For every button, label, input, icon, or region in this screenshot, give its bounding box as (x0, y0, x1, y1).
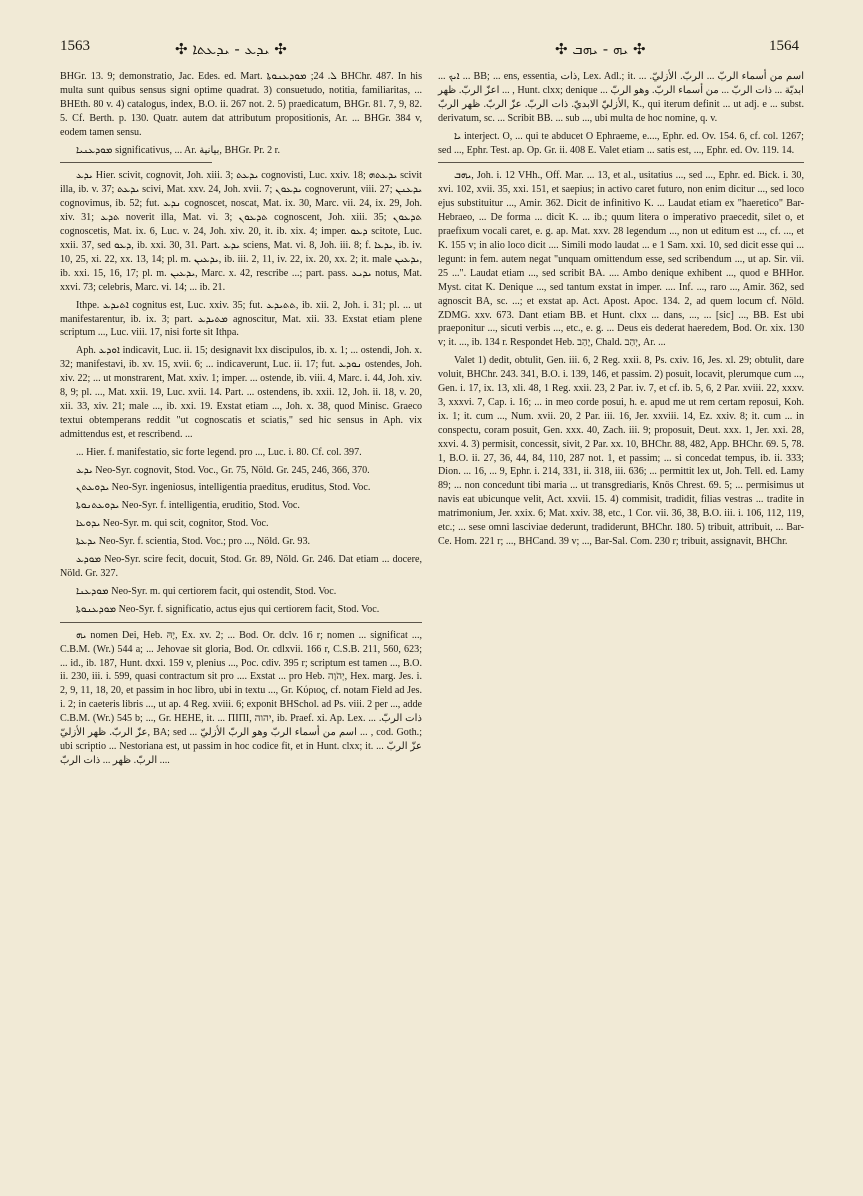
entry-paragraph: ܝܕܘܥܬܢ Neo-Syr. ingeniosus, intelligentia praeditus, eruditus, Stod. Voc. (76, 482, 371, 494)
entry-paragraph: ... Hier. f. manifestatio, sic forte legend. pro ..., Luc. i. 80. Cf. col. 397. (76, 446, 362, 458)
entry-paragraph: ܡܘܕܥܢܝܐ significativus, ... Ar. بيانية, BHGr. Pr. 2 r. (76, 144, 280, 156)
entry-paragraph: ... ܐܝܟ ... BB; ... ens, essentia, ذات, Lex. Adl.; it. ... اسم من أسماء الربّ ... الربّ. الأزليّ. اعزّ الربّ. ظهر ... , Hunt. clxx; denique ... ابديّة ... ذات الربّ ... من أسماء الربّ. وهو الربّ الأزليّ الابديّ. ذات الربّ. عزّ الربّ. ظهر الربّ, K., qui iterum definit ... ut adj. e ... subst. derivatum, sc. ... Scribit BB. ... sub ..., ubi multa de hoc nomine, q. v. (438, 71, 804, 124)
divider (60, 162, 212, 163)
left-page-number: 1563 (60, 38, 90, 54)
right-column (438, 70, 804, 553)
entry-paragraph: ܝܗ nomen Dei, Heb. יָהּ, Ex. xv. 2; ... Bod. Or. dclv. 16 r; nomen ... significat ..., C.B.M. (Wr.) 544 a; ... Jehovae sit gloria, Bod. Or. cdlxvii. 166 r, C.S.B. 211, 560, 623; ... id., ib. 187, Hunt. dxxi. 159 v, plenius ..., Poc. cdiv. 395 r; scriptum est tamen ..., B.O. ii. 230, iii. i. 599, quasi contractum sit pro .... Exstat ... pro Heb. יְהֹוָה, Hex. marg. Jes. i. 2, 9, 11, 18, 20, et passim in hoc libro, ubi in textu ..., Gr. Κύριος, cf. notam Field ad Jes. i. 2; in caeteris libris ..., ut ap. 4 Reg. xviii. 6; exponit BHSchol. ad Ps. viii. 2 per ..., adde C.B.M. (Wr.) 545 b; ..., Gr. ΗΕΗΕ, it. ... ΠΙΠΙ, יהוה, ib. Praef. xi. Ap. Lex. ... ذات الربّ. عزّ الربّ. ظهر الأزليّ, BA; sed ... اسم من أسماء الربّ وهو الربّ الأزليّ ... , cod. Goth.; ubi scriptio ... Nestoriana est, ut passim in hoc codice fit, et in Hunt. clxx; it. ... عزّ الربّ ... الربّ. ظهر ... ذات الربّ. (60, 629, 422, 766)
entry-paragraph: ܡܘܕܥܢܐ Neo-Syr. m. qui certiorem facit, qui ostendit, Stod. Voc. (76, 585, 337, 597)
entry-paragraph: Valet 1) dedit, obtulit, Gen. iii. 6, 2 Reg. xxii. 8, Ps. cxiv. 16, Jes. xl. 29; obtulit, dare voluit, BHChr. 243. 341, B.O. i. 139, 146, et passim. 2) posuit, locavit, plerumque cum ..., Gen. i. 17, ix. 13, xli. 48, 1 Reg. xxii. 23, 2 Par. iv. 7, et cf. ib. 5, 6, 2 Par. xviii. 22, xxxv. 3, xxxvi. 7, Cap. i. 16; ... in meo corde posui, h. e. apud me ut rem certam reposui, Koh. ix. 1; it. cum ..., Num. xvii. 20, 2 Par. iii. 16, Jer. xxviii. 14, Ez. xxiv. 8; it. cum ... in conspectu, coram posuit, Gen. xxx. 40, Zach. iii. 9; proposuit, Deut. xxx. 1, Jer. xxi. 28, xxvi. 4. 3) permisit, concessit, sivit, 2 Par. xx. 10, BHChr. 88, 482, App. BHChr. 69. 5, 78. 1, B.O. ii. 27, 36, 44, 84, 110, 287 not. 1, et passim; ... si concedat tempus, ib. ii. 333; Dion. ... 16, ... 9, Ephr. i. 214, 331, ii. 318, iii. 636; ... permittit lex ut, Joh. Tell. ed. Lamy 89; ... non concedunt tibi maria ... ut transgrediaris, Knös Chrest. 69. 5; ... permisimus ut navis eat ubicunque velit, Act. xxvii. 15. 4) commisit, tradidit, filias vestras ... tradite in matrimonium, Jer. xxix. 6; Mat. xxiv. 38, etc., 1 Cor. vii. 36, 38, B.O. iii. i. 106, 112, 119, etc.; ... sese omni lasciviae dederunt, tradiderunt, BHChr. 180. 5) tribuit, attribuit, ... Bar-Ce. Hom. 221 r; ..., BHCand. 39 v; ..., Bar-Sal. Com. 230 r; tribuit, assignavit, BHChr. (438, 355, 804, 547)
divider (438, 162, 804, 163)
entry-paragraph: ܝܕܥܬܐ Neo-Syr. f. scientia, Stod. Voc.; pro ..., Nöld. Gr. 93. (76, 536, 311, 548)
entry-paragraph: ܝܗܒ, Joh. i. 12 VHh., Off. Mar. ... 13, et al., usitatius ..., sed ..., Ephr. ed. Bick. i. 30, xvi. 102, xvii. 35, xxi. 151, et saepius; in activo caret futuro, non enim dicitur ..., sed loco ejus substituitur ..., Amir. 362. Dicit de infinitivo K. ... Laudat etiam ex "haeretico" Bar-Hebraeo, ... De forma ... dicit K. ... ib.; quum litera o imperativo praecedit, silet o, et praefixum vocali caret, e. g. ap. Mat. xxv. 28 legendum ..., non ut editum est ..., cf. ..., et K. 155 v; in alio loco dicit .... Simili modo laudat ... e 1 Sam. xxi. 10, sed dicit esse qui ... legunt: in fem. autem negat "unquam omittendum esse, sed scribendum ..., ut ap. Sir. vii. 25 ...". Laudat etiam ..., sed scribit BA. .... Ambo denique exhibent ..., quod e BHHor. Myst. citat K. Denique ..., sed tantum exstat in imper. .... Inf. ..., raro ..., Amir. 362, sed agnoscit BA, sc. ...; et exstat ap. Act. Apost. Apoc. 134. 2, ad quem locum cf. Nöld. ZDMG. xxv. 673. Dant etiam BB. et Hunt. clxx ... dans, ..., ... [sic] ..., BB. Est ubi praeponitur ..., sicuti verbis ..., etc., e. g. ... Deus eis dederat haeredem, Bod. Or. xix. 130 v; it. ..., ib. 134 r. Respondet Heb. יָהַב, Chald. יְהַב, Ar. ... (438, 170, 804, 349)
left-column (60, 70, 422, 772)
entry-paragraph: ܝܐ interject. O, ... qui te abducet O Ephraeme, e...., Ephr. ed. Ov. 154. 6, cf. col. 1267; sed ..., Ephr. Test. ap. Op. Gr. ii. 408 E. Valet etiam ... satis est, ..., Ephr. ed. Ov. 119. 14. (438, 130, 804, 156)
entry-paragraph: ܡܘܕܥܢܘܬܐ Neo-Syr. f. significatio, actus ejus qui certiorem facit, Stod. Voc. (76, 603, 380, 615)
entry-paragraph: ܝܕܥ Hier. scivit, cognovit, Joh. xiii. 3; ܝܕܥܬ cognovisti, Luc. xxiv. 18; ܝܕܥܬܗ scivit illa, ib. v. 37; ܝܕܥܬ scivi, Mat. xxv. 24, Joh. xvii. 7; ܝܕܥܘܢ cognoverunt, viii. 27; ܝܕܥܢܢ cognovimus, ib. 52; fut. ܢܕܥ cognoscet, noscat, Mat. ix. 30, Marc. vii. 24, ix. 29, Joh. xiv. 31; ܬܕܥ noverit illa, Mat. vi. 3; ܬܕܥܘܢ cognoscent, Joh. xiii. 35; ܬܕܥܘܢ cognoscetis, Mat. ix. 6, Luc. v. 24, Joh. xiv. 20, it. ib. xix. 4; imper. ܕܥܘ scitote, Luc. xxii. 37, sed ܕܥܘ, ib. xxi. 30, 31. Part. ܝܕܥ sciens, Mat. vi. 8, Joh. iii. 8; f. ܝܕܥܐ, ib. iv. 10, 25, xi. 22, xx. 13, 14; pl. m. ܝܕܥܝܢ, ib. iii. 2, 11, iv. 22, ix. 20, xx. 2; it. male ܝܕܥܝܢ, ib. xxi. 15, 16, 17; pl. m. ܝܕܥܝܢ, Marc. x. 42, rescribe ...; part. pass. ܝܕܝܥ notus, Mat. xxvi. 73; celebris, Marc. vi. 14; ... ib. 21. (60, 170, 423, 293)
entry-paragraph: BHGr. 13. 9; demonstratio, Jac. Edes. ed. Mart. ܠ. 24; ܡܘܕܥܢܘܬܐ BHChr. 487. In his multa sunt quibus sensus signi optime quadrat. 3) consuetudo, notitia, familiaritas, ... BHEth. 80 v. 4) catalogus, index, B.O. ii. 267 not. 2. 5) praedicatum, BHGr. 81. 7, 9, 82. 5. Cf. Berth. p. 130. Quatr. autem dat attributum propositionis, Ar. ... BHGr. 384 v, eodem tamen sensu. (60, 71, 423, 138)
entry-paragraph: ܝܕܥ Neo-Syr. cognovit, Stod. Voc., Gr. 75, Nöld. Gr. 245, 246, 366, 370. (76, 464, 370, 476)
entry-paragraph: ܡܘܕܥ Neo-Syr. scire fecit, docuit, Stod. Gr. 89, Nöld. Gr. 246. Dat etiam ... docere, Nöld. Gr. 327. (60, 554, 422, 579)
entry-paragraph: Aph. ܐܘܕܥ indicavit, Luc. ii. 15; designavit lxx discipulos, ib. x. 1; ... ostendi, Joh. x. 32; manifestavi, ib. xv. 15, xvii. 6; ... indicaverunt, Luc. ii. 17; fut. ܢܘܕܥ ostendes, Joh. xiv. 22; ... ut monstrarent, Mat. xxiv. 1; imper. ... ostende, ib. viii. 4, Marc. i. 44, Joh. xiv. 8, 9; pl. ..., Mat. xxii. 19, Luc. xvii. 14. Part. ... ostendens, ib. xxii. 12, Joh. ii. 18, v. 20, xii. 33, xiv. 21; male ..., ib. xxi. 19. Exstat etiam ..., Joh. x. 38, quod Minisc. Graeco textui obtemperans reddit "ut cognoscatis et sciatis," sed hic sensus in Aph. vix admittendus est, et rescribend. ... (60, 345, 422, 440)
entry-paragraph: ܝܕܘܥܬܢܘܬܐ Neo-Syr. f. intelligentia, eruditio, Stod. Voc. (76, 500, 300, 512)
divider (60, 622, 422, 623)
left-running-head: ✣ ܝܕܥ - ܝܕܥܬܐ ✣ (175, 40, 287, 58)
right-running-head: ✣ ܝܗ - ܝܗܒ ✣ (555, 40, 646, 58)
entry-paragraph: Ithpe. ܐܬܝܕܥ cognitus est, Luc. xxiv. 35; fut. ܬܬܝܕܥ, ib. xii. 2, Joh. i. 31; pl. ... ut manifestarentur, ib. ix. 3; part. ܡܬܝܕܥ agnoscitur, Mat. xii. 33. Exstat etiam plene scriptum ..., Luc. viii. 17, nisi forte sit Ithpa. (60, 299, 423, 339)
right-page-number: 1564 (769, 38, 799, 54)
entry-paragraph: ܝܕܘܥܐ Neo-Syr. m. qui scit, cognitor, Stod. Voc. (76, 518, 269, 530)
